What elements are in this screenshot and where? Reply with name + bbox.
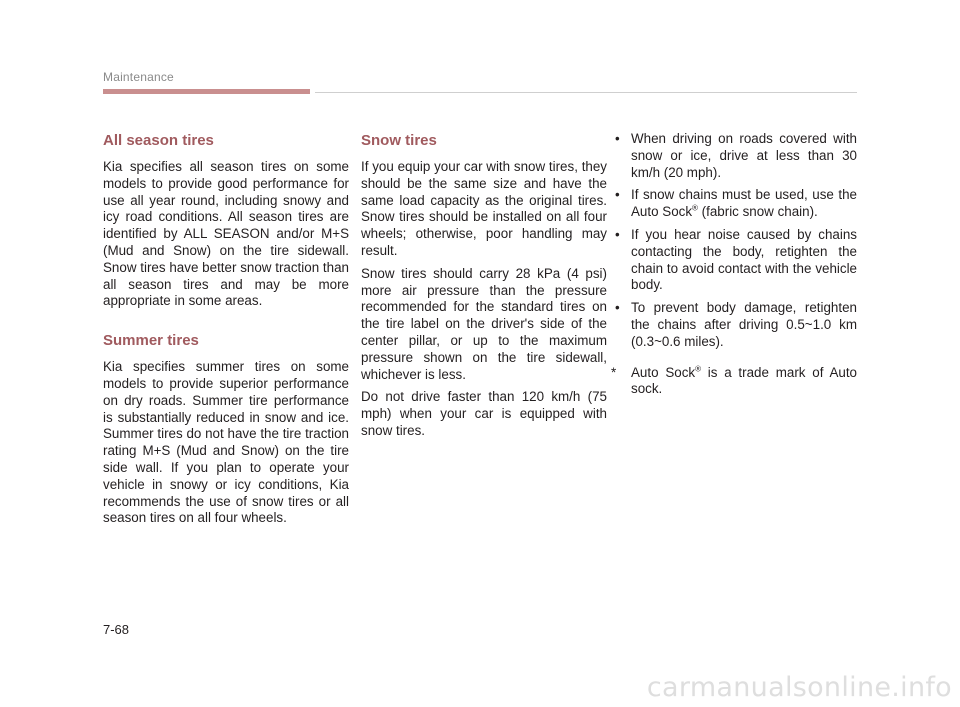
bullet-text: If snow chains must be used, use the Auto Sock — [631, 187, 857, 220]
bullet-icon: • — [615, 131, 620, 146]
bullet-text: To prevent body damage, retighten the chains after driving 0.5~1.0 km (0.3~0.6 miles). — [631, 300, 857, 349]
bullet-icon: • — [615, 300, 620, 316]
trademark-footnote — [611, 365, 857, 399]
summer-tires-text: Kia specifies summer tires on some models to provide superior performance on dry roads. Summer tire performance is substantially reduced in snow and ice. Summer tires do not have the tire traction rating M+S (Mud and Snow) on the tire side wall. If you plan to operate your vehicle in snowy or icy conditions, Kia recommends the use of snow tires or all season tires on all four wheels. — [103, 359, 349, 526]
section-header-label: Maintenance — [103, 70, 174, 84]
right-column — [611, 131, 857, 398]
footnote-text: Auto Sock — [631, 364, 696, 380]
all-season-tires-text: Kia specifies all season tires on some models to provide good performance for use all year round, including snowy and icy road conditions. All season tires are identified by ALL SEASON and/or M+S (Mud and Snow) on the tire sidewall. Snow tires have better snow traction than all season tires and may be more appropriate in some areas. — [103, 159, 349, 309]
section-header-rule — [315, 92, 857, 93]
bullet-text-after: (fabric snow chain). — [697, 204, 818, 220]
footnote-asterisk: * — [611, 364, 617, 380]
registered-mark: ® — [695, 364, 701, 374]
snow-tires-paragraph-2: Snow tires should carry 28 kPa (4 psi) more air pressure than the pressure recommended for the standard tires on the tire label on the driver's side of the center pillar, or up to the maximum pressure shown on the tire sidewall, whichever is less. — [361, 265, 607, 382]
snow-tires-paragraph-3: Do not drive faster than 120 km/h (75 mph) when your car is equipped with snow tires. — [361, 389, 607, 438]
bullet-item — [611, 227, 857, 294]
registered-mark: ® — [692, 203, 698, 213]
bullet-item — [611, 187, 857, 221]
middle-column — [361, 131, 607, 446]
bullet-item — [611, 131, 857, 181]
bullet-item — [611, 300, 857, 350]
snow-tires-heading: Snow tires — [361, 132, 437, 149]
page-number: 7-68 — [103, 622, 130, 637]
bullet-text: When driving on roads covered with snow or ice, drive at less than 30 km/h (20 mph). — [631, 131, 857, 180]
bullet-icon: • — [615, 226, 620, 242]
summer-tires-heading: Summer tires — [103, 332, 199, 350]
site-watermark: carmanualsonline.info — [646, 672, 952, 703]
bullet-text: If you hear noise caused by chains contacting the body, retighten the chain to avoid contact with the vehicle body. — [631, 226, 857, 293]
bullet-icon: • — [615, 187, 620, 203]
footnote-text-after: is a trade mark of Auto sock. — [631, 364, 857, 397]
section-header-accent-bar — [103, 89, 310, 94]
all-season-tires-heading: All season tires — [103, 132, 214, 149]
left-column — [103, 131, 349, 533]
snow-tires-paragraph-1: If you equip your car with snow tires, they should be the same size and have the same load capacity as the original tires. Snow tires should be installed on all four wheels; otherwise, poor handling may result. — [361, 159, 607, 258]
